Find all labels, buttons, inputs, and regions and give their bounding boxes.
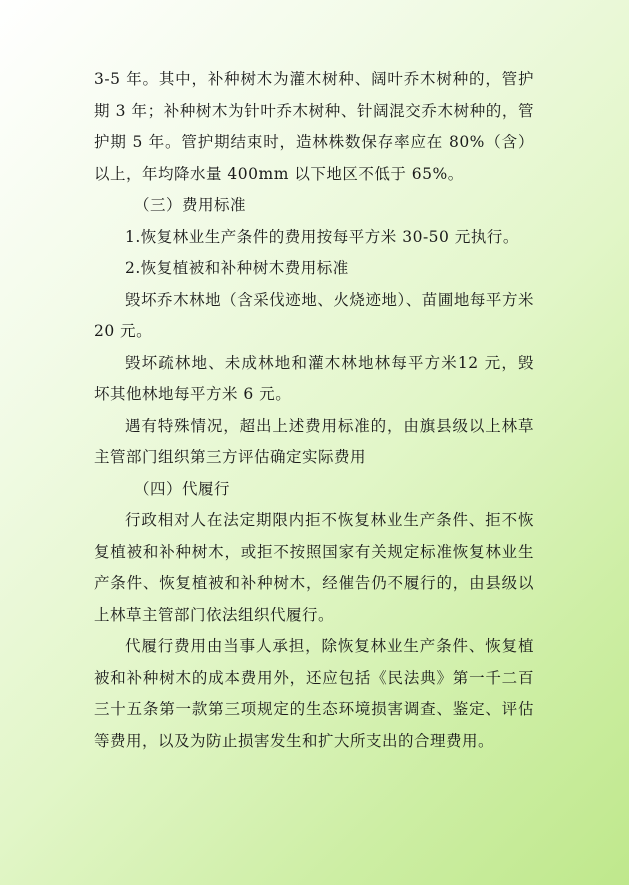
section-heading-fee-standard: （三）费用标准 [134,196,247,214]
paragraph-fee-item-2: 2.恢复植被和补种树木费用标准 [125,259,349,277]
document-body [94,64,534,757]
paragraph-refusal-to-restore: 行政相对人在法定期限内拒不恢复林业生产条件、拒不恢复植被和补种树木，或拒不按照国家有关规定标准恢复林业生产条件、恢复植被和补种树木，经催告仍不履行的，由县级以上林草主管部门依法组织代履行。 [94,511,534,624]
paragraph-substitute-costs: 代履行费用由当事人承担，除恢复林业生产条件、恢复植被和补种树木的成本费用外，还应包括《民法典》第一千二百三十五条第一款第三项规定的生态环境损害调查、鉴定、评估等费用，以及为防止损害发生和扩大所支出的合理费用。 [94,637,534,750]
paragraph-sparse-forest-fee: 毁坏疏林地、未成林地和灌木林地林每平方米12 元，毁坏其他林地每平方米 6 元。 [94,353,534,403]
paragraph-fee-item-1: 1.恢复林业生产条件的费用按每平方米 30-50 元执行。 [125,227,519,246]
section-heading-substitute-performance: （四）代履行 [134,479,231,498]
paragraph-special-circumstances: 遇有特殊情况，超出上述费用标准的，由旗县级以上林草主管部门组织第三方评估确定实际费用 [94,416,534,466]
paragraph-continuation: 3-5 年。其中，补种树木为灌木树种、阔叶乔木树种的，管护期 3 年；补种树木为针叶乔木树种、针阔混交乔木树种的，管护期 5 年。管护期结束时，造林株数保存率应在 80%（含）以上，年均降水量 400mm 以下地区不低于 65%。 [94,70,534,183]
paragraph-arbor-forest-fee: 毁坏乔木林地（含采伐迹地、火烧迹地）、苗圃地每平方米 20 元。 [94,290,534,340]
